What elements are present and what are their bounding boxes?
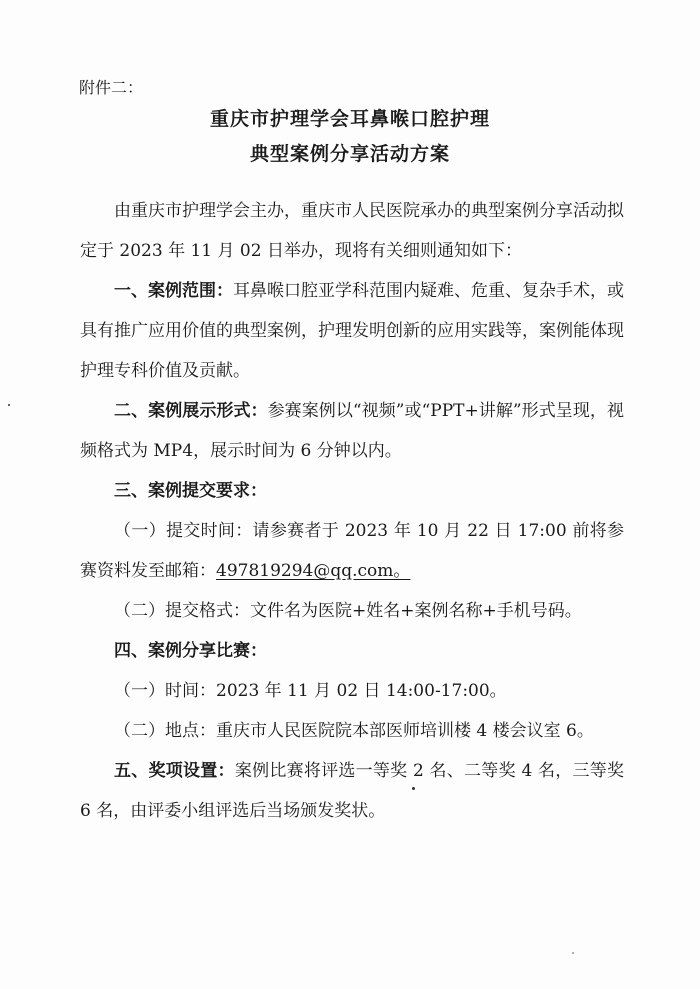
competition-time-paragraph: （一）时间：2023 年 11 月 02 日 14:00-17:00。	[114, 681, 507, 701]
format-text: 参赛案例以“视频”或“PPT+讲解”形式呈现，视频格式为 MP4，展示时间为 6 分钟以内。	[80, 401, 624, 461]
scope-text: 耳鼻喉口腔亚学科范围内疑难、危重、复杂手术，或具有推广应用价值的典型案例，护理发明创新的应用实践等，案例能体现护理专科价值及贡献。	[80, 281, 624, 381]
awards-text: 案例比赛将评选一等奖 2 名、二等奖 4 名，三等奖 6 名，由评委小组评选后当场颁发奖状。	[80, 761, 625, 821]
format-paragraph	[80, 391, 624, 471]
submission-format-paragraph: （二）提交格式：文件名为医院+姓名+案例名称+手机号码。	[114, 601, 582, 621]
submission-heading: 三、案例提交要求：	[114, 481, 267, 501]
submission-time-text: （一）提交时间：请参赛者于 2023 年 10 月 22 日 17:00 前将参赛资料发至邮箱：	[80, 521, 624, 581]
awards-heading: 五、奖项设置：	[114, 761, 235, 781]
attachment-label: 附件二：	[79, 78, 144, 97]
awards-paragraph	[80, 751, 624, 831]
intro-paragraph: 由重庆市护理学会主办，重庆市人民医院承办的典型案例分享活动拟定于 2023 年 11 月 02 日举办，现将有关细则通知如下：	[80, 201, 624, 261]
scan-speck	[8, 404, 10, 406]
scope-paragraph	[80, 271, 624, 391]
competition-heading: 四、案例分享比赛：	[114, 641, 267, 661]
scan-speck	[572, 952, 574, 954]
format-heading: 二、案例展示形式：	[114, 401, 268, 421]
submission-time-paragraph	[80, 511, 624, 591]
competition-place-paragraph: （二）地点：重庆市人民医院院本部医师培训楼 4 楼会议室 6。	[114, 721, 594, 741]
submission-heading-paragraph	[80, 471, 624, 511]
scope-heading: 一、案例范围：	[114, 281, 233, 301]
competition-heading-paragraph	[80, 631, 624, 671]
document-title-line2: 典型案例分享活动方案	[249, 143, 450, 165]
scan-speck	[412, 787, 415, 790]
document-title-line1: 重庆市护理学会耳鼻喉口腔护理	[209, 108, 490, 130]
submission-email-link[interactable]: 497819294@qq.com。	[216, 561, 411, 581]
document-body	[80, 191, 624, 831]
